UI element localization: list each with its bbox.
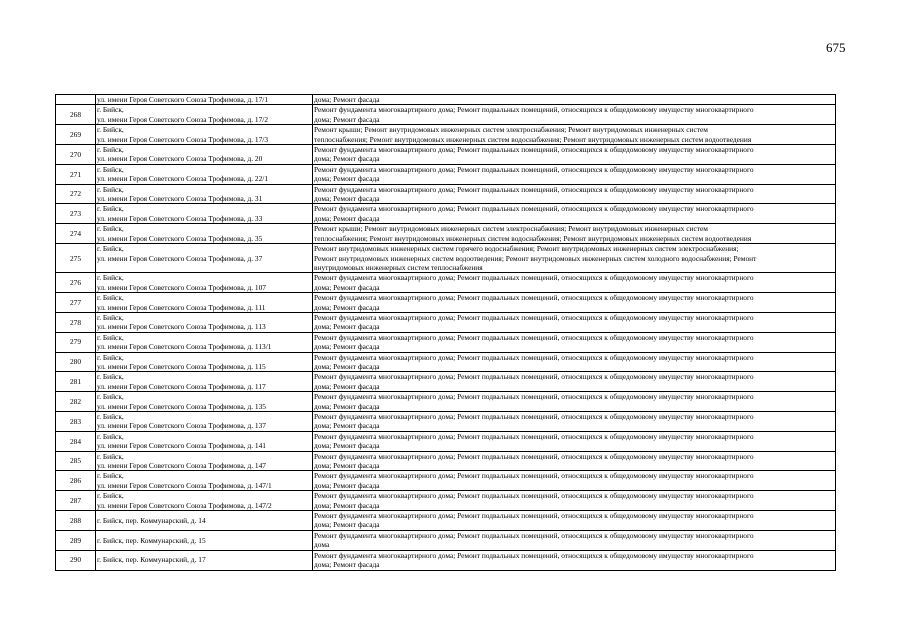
row-number: 288 (56, 511, 96, 531)
address-line: ул. имени Героя Советского Союза Трофимова, д. 33 (97, 213, 263, 223)
row-works (313, 145, 836, 165)
housing-repair-table (55, 94, 836, 571)
row-address (96, 145, 313, 165)
row-works (313, 471, 836, 491)
row-address (96, 125, 313, 145)
address-line: г. Бийск, (97, 105, 124, 115)
row-number: 274 (56, 224, 96, 244)
row-address (96, 372, 313, 392)
works-line: Ремонт фундамента многоквартирного дома; Ремонт подвальных помещений, относящихся к общедомовому имуществу многоквартирного (314, 293, 754, 303)
works-line: Ремонт фундамента многоквартирного дома; Ремонт подвальных помещений, относящихся к общедомовому имуществу многоквартирного (314, 145, 754, 155)
row-works (313, 125, 836, 145)
row-works (313, 273, 836, 293)
works-line: Ремонт фундамента многоквартирного дома; Ремонт подвальных помещений, относящихся к общедомовому имуществу многоквартирного (314, 372, 754, 382)
table-row (56, 530, 836, 550)
row-number: 279 (56, 332, 96, 352)
works-line: дома; Ремонт фасада (314, 361, 380, 371)
row-works (313, 392, 836, 412)
row-address (96, 273, 313, 293)
row-works (313, 491, 836, 511)
works-line: Ремонт фундамента многоквартирного дома; Ремонт подвальных помещений, относящихся к общедомовому имуществу многоквартирного (314, 204, 754, 214)
row-number: 269 (56, 125, 96, 145)
works-line: Ремонт фундамента многоквартирного дома; Ремонт подвальных помещений, относящихся к общедомовому имуществу многоквартирного (314, 332, 754, 342)
row-address (96, 471, 313, 491)
row-address (96, 431, 313, 451)
row-number: 280 (56, 352, 96, 372)
works-line: Ремонт внутридомовых инженерных систем водоотведения; Ремонт внутридомовых инженерных систем холодного водоснабжения; Ремонт (314, 253, 757, 263)
address-line: ул. имени Героя Советского Союза Трофимова, д. 20 (97, 154, 263, 164)
row-works (313, 224, 836, 244)
works-line: Ремонт крыши; Ремонт внутридомовых инженерных систем электроснабжения; Ремонт внутридомовых инженерных систем (314, 125, 708, 135)
works-line: внутридомовых инженерных систем теплоснабжения (314, 262, 483, 272)
row-number: 281 (56, 372, 96, 392)
works-line: Ремонт фундамента многоквартирного дома; Ремонт подвальных помещений, относящихся к общедомовому имуществу многоквартирного (314, 352, 754, 362)
address-line: ул. имени Героя Советского Союза Трофимова, д. 17/1 (97, 95, 269, 104)
works-line: дома; Ремонт фасада (314, 114, 380, 124)
row-number: 286 (56, 471, 96, 491)
address-line: ул. имени Героя Советского Союза Трофимова, д. 37 (97, 253, 263, 263)
table-row (56, 392, 836, 412)
table-row (56, 184, 836, 204)
works-line: Ремонт фундамента многоквартирного дома; Ремонт подвальных помещений, относящихся к общедомовому имуществу многоквартирного (314, 530, 754, 540)
row-number: 272 (56, 184, 96, 204)
works-line: дома; Ремонт фасада (314, 95, 380, 104)
row-address (96, 511, 313, 531)
table-row (56, 412, 836, 432)
address-line: г. Бийск, (97, 431, 124, 441)
table-row (56, 244, 836, 273)
row-address (96, 550, 313, 570)
row-address (96, 105, 313, 125)
row-works (313, 372, 836, 392)
address-line: ул. имени Героя Советского Союза Трофимова, д. 35 (97, 233, 263, 243)
table-row (56, 431, 836, 451)
row-works (313, 511, 836, 531)
works-line: Ремонт фундамента многоквартирного дома; Ремонт подвальных помещений, относящихся к общедомовому имуществу многоквартирного (314, 491, 754, 501)
row-address (96, 312, 313, 332)
row-address (96, 224, 313, 244)
row-number: 271 (56, 164, 96, 184)
address-line: г. Бийск, (97, 312, 124, 322)
row-number: 290 (56, 550, 96, 570)
works-line: дома; Ремонт фасада (314, 194, 380, 204)
works-line: дома; Ремонт фасада (314, 154, 380, 164)
address-line: г. Бийск, пер. Коммунарский, д. 17 (97, 555, 206, 565)
table-row (56, 204, 836, 224)
address-line: г. Бийск, (97, 273, 124, 283)
table-row (56, 372, 836, 392)
works-line: Ремонт фундамента многоквартирного дома; Ремонт подвальных помещений, относящихся к общедомовому имуществу многоквартирного (314, 550, 754, 560)
address-line: г. Бийск, (97, 412, 124, 421)
page-number: 675 (826, 40, 846, 55)
row-number: 289 (56, 530, 96, 550)
works-line: Ремонт фундамента многоквартирного дома; Ремонт подвальных помещений, относящихся к общедомовому имуществу многоквартирного (314, 105, 754, 115)
works-line: дома; Ремонт фасада (314, 560, 380, 570)
works-line: дома; Ремонт фасада (314, 461, 380, 471)
row-number: 276 (56, 273, 96, 293)
works-line: дома; Ремонт фасада (314, 480, 380, 490)
address-line: ул. имени Героя Советского Союза Трофимова, д. 22/1 (97, 174, 269, 184)
works-line: Ремонт фундамента многоквартирного дома; Ремонт подвальных помещений, относящихся к общедомовому имуществу многоквартирного (314, 164, 754, 174)
address-line: г. Бийск, пер. Коммунарский, д. 15 (97, 535, 206, 545)
address-line: г. Бийск, (97, 244, 124, 254)
row-works (313, 412, 836, 432)
row-number: 273 (56, 204, 96, 224)
works-line: Ремонт фундамента многоквартирного дома; Ремонт подвальных помещений, относящихся к общедомовому имуществу многоквартирного (314, 392, 754, 402)
table-row (56, 352, 836, 372)
address-line: ул. имени Героя Советского Союза Трофимова, д. 115 (97, 361, 266, 371)
row-works (313, 293, 836, 313)
works-line: дома; Ремонт фасада (314, 520, 380, 530)
table-row (56, 164, 836, 184)
table-row (56, 471, 836, 491)
row-address (96, 204, 313, 224)
works-line: теплоснабжения; Ремонт внутридомовых инженерных систем водоснабжения; Ремонт внутридомовых инженерных систем водоотведения (314, 134, 752, 144)
row-number: 268 (56, 105, 96, 125)
row-number: 270 (56, 145, 96, 165)
address-line: г. Бийск, (97, 332, 124, 342)
address-line: ул. имени Героя Советского Союза Трофимова, д. 107 (97, 282, 267, 292)
address-line: г. Бийск, (97, 164, 124, 174)
address-line: г. Бийск, (97, 451, 124, 461)
address-line: ул. имени Героя Советского Союза Трофимова, д. 141 (97, 441, 267, 451)
row-number: 275 (56, 244, 96, 273)
works-line: дома; Ремонт фасада (314, 174, 380, 184)
table-row (56, 145, 836, 165)
table-row (56, 293, 836, 313)
address-line: ул. имени Героя Советского Союза Трофимова, д. 137 (97, 421, 267, 431)
row-works (313, 244, 836, 273)
row-address (96, 530, 313, 550)
works-line: дома; Ремонт фасада (314, 500, 380, 510)
works-line: Ремонт фундамента многоквартирного дома; Ремонт подвальных помещений, относящихся к общедомовому имуществу многоквартирного (314, 184, 754, 194)
table-row (56, 491, 836, 511)
address-line: г. Бийск, (97, 352, 124, 362)
address-line: г. Бийск, (97, 145, 124, 155)
works-line: Ремонт фундамента многоквартирного дома; Ремонт подвальных помещений, относящихся к общедомовому имуществу многоквартирного (314, 312, 754, 322)
works-line: Ремонт крыши; Ремонт внутридомовых инженерных систем электроснабжения; Ремонт внутридомовых инженерных систем (314, 224, 708, 234)
address-line: г. Бийск, (97, 224, 124, 234)
row-works (313, 332, 836, 352)
works-line: дома; Ремонт фасада (314, 421, 380, 431)
address-line: г. Бийск, (97, 372, 124, 382)
works-line: дома; Ремонт фасада (314, 342, 380, 352)
address-line: ул. имени Героя Советского Союза Трофимова, д. 31 (97, 194, 263, 204)
works-line: Ремонт фундамента многоквартирного дома; Ремонт подвальных помещений, относящихся к общедомовому имуществу многоквартирного (314, 273, 754, 283)
row-address (96, 244, 313, 273)
row-address (96, 332, 313, 352)
row-works (313, 312, 836, 332)
row-address (96, 95, 313, 105)
address-line: ул. имени Героя Советского Союза Трофимова, д. 135 (97, 401, 267, 411)
table-row (56, 125, 836, 145)
row-number: 278 (56, 312, 96, 332)
row-address (96, 164, 313, 184)
address-line: ул. имени Героя Советского Союза Трофимова, д. 147 (97, 461, 267, 471)
works-line: дома; Ремонт фасада (314, 401, 380, 411)
row-number (56, 95, 96, 105)
table-row-continued (56, 95, 836, 105)
works-line: дома; Ремонт фасада (314, 282, 380, 292)
address-line: ул. имени Героя Советского Союза Трофимова, д. 147/2 (97, 500, 272, 510)
address-line: г. Бийск, (97, 293, 124, 303)
row-number: 283 (56, 412, 96, 432)
address-line: ул. имени Героя Советского Союза Трофимова, д. 117 (97, 381, 266, 391)
row-address (96, 392, 313, 412)
works-line: дома (314, 540, 330, 550)
address-line: ул. имени Героя Советского Союза Трофимова, д. 17/3 (97, 134, 269, 144)
row-works (313, 352, 836, 372)
table-row (56, 312, 836, 332)
table-row (56, 224, 836, 244)
row-address (96, 412, 313, 432)
address-line: г. Бийск, (97, 184, 124, 194)
row-number: 277 (56, 293, 96, 313)
table-row (56, 550, 836, 570)
works-line: дома; Ремонт фасада (314, 213, 380, 223)
address-line: г. Бийск, (97, 491, 124, 501)
works-line: Ремонт фундамента многоквартирного дома; Ремонт подвальных помещений, относящихся к общедомовому имуществу многоквартирного (314, 431, 754, 441)
row-address (96, 352, 313, 372)
table-row (56, 511, 836, 531)
address-line: ул. имени Героя Советского Союза Трофимова, д. 147/1 (97, 480, 272, 490)
row-works (313, 550, 836, 570)
works-line: теплоснабжения; Ремонт внутридомовых инженерных систем водоснабжения; Ремонт внутридомовых инженерных систем водоотведения (314, 233, 752, 243)
row-address (96, 451, 313, 471)
row-works (313, 95, 836, 105)
works-line: Ремонт фундамента многоквартирного дома; Ремонт подвальных помещений, относящихся к общедомовому имуществу многоквартирного (314, 451, 754, 461)
address-line: ул. имени Героя Советского Союза Трофимова, д. 17/2 (97, 114, 269, 124)
row-number: 287 (56, 491, 96, 511)
table-row (56, 273, 836, 293)
works-line: дома; Ремонт фасада (314, 381, 380, 391)
row-works (313, 164, 836, 184)
row-number: 282 (56, 392, 96, 412)
address-line: г. Бийск, пер. Коммунарский, д. 14 (97, 515, 206, 525)
row-works (313, 184, 836, 204)
table-row (56, 451, 836, 471)
row-works (313, 431, 836, 451)
row-works (313, 530, 836, 550)
address-line: г. Бийск, (97, 392, 124, 402)
address-line: г. Бийск, (97, 125, 124, 135)
row-number: 284 (56, 431, 96, 451)
row-works (313, 451, 836, 471)
address-line: ул. имени Героя Советского Союза Трофимова, д. 113 (97, 322, 266, 332)
works-line: дома; Ремонт фасада (314, 302, 380, 312)
works-line: Ремонт внутридомовых инженерных систем горячего водоснабжения; Ремонт внутридомовых инженерных систем электроснабжения; (314, 244, 739, 254)
table-row (56, 332, 836, 352)
works-line: дома; Ремонт фасада (314, 441, 380, 451)
row-works (313, 105, 836, 125)
table-body (56, 95, 836, 571)
address-line: ул. имени Героя Советского Союза Трофимова, д. 113/1 (97, 342, 272, 352)
row-address (96, 184, 313, 204)
address-line: ул. имени Героя Советского Союза Трофимова, д. 111 (97, 302, 266, 312)
works-line: Ремонт фундамента многоквартирного дома; Ремонт подвальных помещений, относящихся к общедомовому имуществу многоквартирного (314, 471, 754, 481)
works-line: дома; Ремонт фасада (314, 322, 380, 332)
address-line: г. Бийск, (97, 471, 124, 481)
table-row (56, 105, 836, 125)
row-address (96, 491, 313, 511)
row-number: 285 (56, 451, 96, 471)
address-line: г. Бийск, (97, 204, 124, 214)
works-line: Ремонт фундамента многоквартирного дома; Ремонт подвальных помещений, относящихся к общедомовому имуществу многоквартирного (314, 412, 754, 421)
row-works (313, 204, 836, 224)
row-address (96, 293, 313, 313)
works-line: Ремонт фундамента многоквартирного дома; Ремонт подвальных помещений, относящихся к общедомовому имуществу многоквартирного (314, 511, 754, 521)
